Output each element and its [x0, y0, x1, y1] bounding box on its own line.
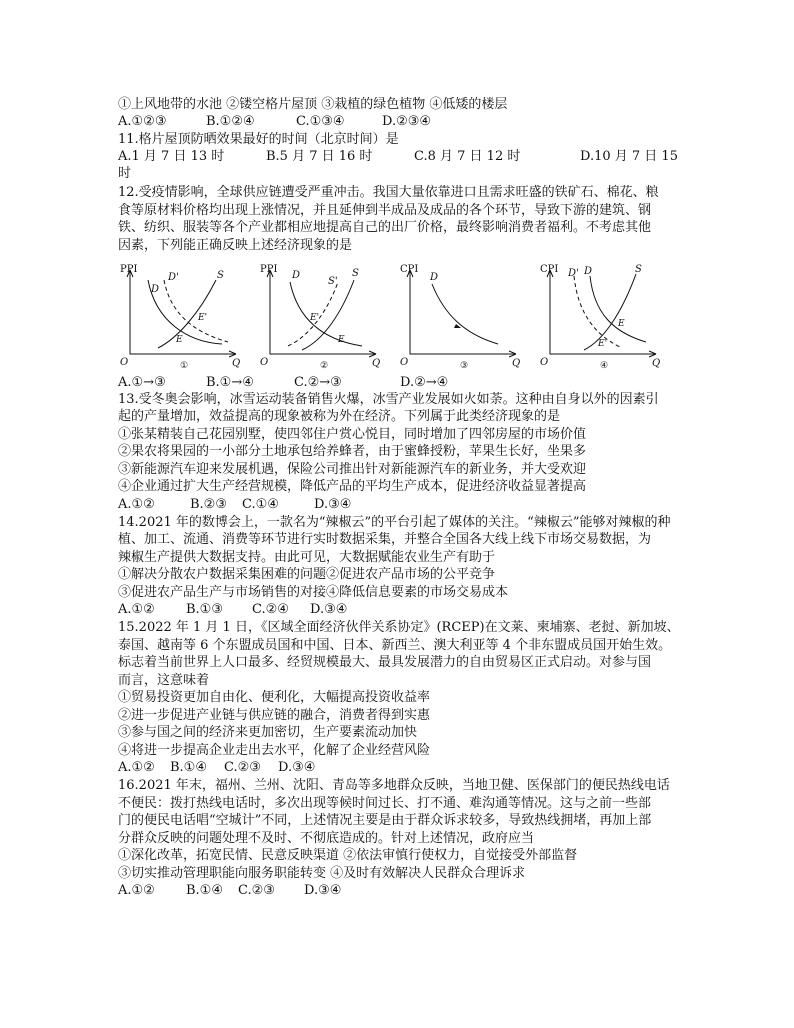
graph-2-curve-s: S — [352, 268, 359, 279]
q13-line-2: 起的产量增加，效益提高的现象被称为外在经济。下列属于此类经济现象的是 — [118, 409, 561, 424]
graph-2-xlabel: Q — [372, 358, 381, 369]
q15-item-2: ②进一步促进产业链与供应链的融合，消费者得到实惠 — [118, 708, 431, 723]
graph-1-ylabel: PPI — [120, 264, 138, 275]
axes — [410, 270, 516, 354]
graph-3-xlabel: Q — [512, 358, 521, 369]
q15-option-b[interactable]: B.①④ — [170, 760, 207, 775]
q14-option-b[interactable]: B.①③ — [186, 602, 223, 617]
q12-line-1: 12.受疫情影响，全球供应链遭受严重冲击。我国大量依靠进口且需求旺盛的铁矿石、棉花、粮 — [118, 185, 659, 200]
q11-option-b[interactable]: B.5 月 7 日 16 时 — [266, 149, 373, 164]
q10-option-d[interactable]: D.②③④ — [382, 114, 432, 129]
q13-line-1: 13.受冬奥会影响，冰雪运动装备销售火爆，冰雪产业发展如火如荼。这种由自身以外的因素引 — [118, 392, 659, 407]
q12-graph-1 — [118, 262, 240, 372]
demand-curve-d-prime — [574, 276, 622, 348]
q14-option-a[interactable]: A.①② — [118, 602, 155, 617]
q16-item-3-4: ③切实推动管理职能向服务职能转变 ④及时有效解决人民群众合理诉求 — [118, 866, 526, 881]
graph-3-curve-d: D — [430, 272, 439, 283]
q13-item-2: ②果农将果园的一小部分土地承包给养蜂者，由于蜜蜂授粉，苹果生长好，坐果多 — [118, 444, 587, 459]
graph-4-origin: O — [540, 357, 549, 368]
graph-4-point-e: E — [618, 319, 625, 329]
graph-2-point-e-prime: E' — [310, 313, 320, 323]
graph-1-origin: O — [120, 357, 129, 368]
demand-curve-d — [290, 282, 362, 346]
q16-option-d[interactable]: D.③④ — [304, 883, 342, 898]
graph-1-xlabel: Q — [232, 358, 241, 369]
q16-line-4: 分群众反映的问题处理不及时、不彻底造成的。针对上述情况，政府应当 — [118, 831, 535, 846]
graph-4-point-e-prime: E' — [598, 339, 608, 349]
q14-line-2: 植、加工、流通、消费等环节进行实时数据采集，并整合全国各大线上线下市场交易数据，为 — [118, 532, 652, 547]
q16-line-2: 不便民：拨打热线电话时，多次出现等候时间过长、打不通、难沟通等情况。这与之前一些部 — [118, 796, 652, 811]
q15-line-2: 泰国、越南等 6 个东盟成员国和中国、日本、新西兰、澳大利亚等 4 个非东盟成员国开始生效。 — [118, 638, 672, 653]
graph-4-xlabel: Q — [652, 358, 661, 369]
graph-4-curve-d: D — [584, 266, 593, 277]
q15-line-1: 15.2022 年 1 月 1 日，《区域全面经济伙伴关系协定》(RCEP)在文莱、柬埔寨、老挝、新加坡、 — [118, 620, 680, 635]
graph-4-ylabel: CPI — [540, 264, 559, 275]
q15-item-1: ①贸易投资更加自由化、便利化，大幅提高投资收益率 — [118, 690, 431, 705]
q13-option-d[interactable]: D.③④ — [314, 497, 352, 512]
q14-option-d[interactable]: D.③④ — [310, 602, 348, 617]
q12-graph-3 — [398, 262, 520, 372]
graph-2-origin: O — [260, 357, 269, 368]
axes — [130, 270, 236, 354]
q13-option-a[interactable]: A.①② — [118, 497, 155, 512]
q10-items: ①上风地带的水池 ②镂空格片屋顶 ③栽植的绿色植物 ④低矮的楼层 — [118, 97, 508, 112]
graph-1-curve-d-prime: D' — [168, 272, 179, 283]
demand-curve-d-prime — [164, 280, 228, 342]
q10-option-a[interactable]: A.①②③ — [118, 114, 167, 129]
q12-graph-4 — [538, 262, 660, 372]
curve-d — [432, 284, 498, 344]
graph-3-origin: O — [400, 357, 409, 368]
q13-item-1: ①张某精装自己花园别墅，使四邻住户赏心悦目，同时增加了四邻房屋的市场价值 — [118, 427, 587, 442]
q16-item-1-2: ①深化改革，拓宽民情、民意反映渠道 ②依法审慎行使权力，自觉接受外部监督 — [118, 848, 578, 863]
graph-4-curve-s: S — [635, 264, 642, 275]
q14-line-1: 14.2021 年的数博会上，一款名为“辣椒云”的平台引起了媒体的关注。“辣椒云”能够对辣椒的种 — [118, 515, 671, 530]
q13-item-3: ③新能源汽车迎来发展机遇，保险公司推出针对新能源汽车的新业务，并大受欢迎 — [118, 462, 587, 477]
graph-2-curve-d: D — [292, 270, 301, 281]
q11-stem: 11.格片屋顶防晒效果最好的时间（北京时间）是 — [118, 132, 399, 147]
q16-option-b[interactable]: B.①④ — [186, 883, 223, 898]
q12-option-b[interactable]: B.①→④ — [206, 375, 254, 390]
graph-1-point-e: E — [176, 335, 183, 345]
q11-option-d[interactable]: D.10 月 7 日 15 — [580, 149, 678, 164]
q15-line-3: 标志着当前世界上人口最多、经贸规模最大、最具发展潜力的自由贸易区正式启动。对参与国 — [118, 655, 652, 670]
graph-2-curve-s-prime: S' — [328, 276, 338, 287]
q13-item-4: ④企业通过扩大生产经营规模，降低产品的平均生产成本，促进经济收益显著提高 — [118, 479, 587, 494]
q15-item-3: ③参与国之间的经济来更加密切，生产要素流动加快 — [118, 725, 418, 740]
q15-option-d[interactable]: D.③④ — [278, 760, 316, 775]
graph-2-point-e: E — [338, 335, 345, 345]
q15-option-a[interactable]: A.①② — [118, 760, 155, 775]
graph-4-curve-d-prime: D' — [568, 268, 579, 279]
q10-option-b[interactable]: B.①②④ — [206, 114, 255, 129]
q14-option-c[interactable]: C.②④ — [252, 602, 289, 617]
demand-curve-d — [590, 276, 646, 342]
graph-3-ylabel: CPI — [400, 264, 419, 275]
q12-graph-2 — [258, 262, 380, 372]
q13-option-c[interactable]: C.①④ — [242, 497, 279, 512]
q15-item-4: ④将进一步提高企业走出去水平，化解了企业经营风险 — [118, 743, 431, 758]
q11-option-d-wrap: 时 — [118, 166, 132, 181]
q14-item-3-4: ③促进农产品生产与市场销售的对接④降低信息要素的市场交易成本 — [118, 585, 509, 600]
q12-option-a[interactable]: A.①→③ — [118, 375, 166, 390]
q16-line-3: 门的便民电话唱“空城计”不同，上述情况主要是由于群众诉求较多，导致热线拥堵，再加上部 — [118, 813, 652, 828]
q15-option-c[interactable]: C.②③ — [224, 760, 261, 775]
graph-2-number: ② — [320, 361, 329, 371]
q10-option-c[interactable]: C.①③④ — [296, 114, 345, 129]
graph-3-number: ③ — [460, 361, 469, 371]
graph-1-curve-s: S — [217, 270, 224, 281]
graph-1-curve-d: D — [151, 284, 160, 295]
graph-2-ylabel: PPI — [260, 264, 278, 275]
q12-line-3: 铁、纺织、服装等各个产业都相应地提高自己的出厂价格，最终影响消费者福利。不考虑其他 — [118, 220, 652, 235]
q12-option-d[interactable]: D.②→④ — [400, 375, 449, 390]
q12-line-2: 食等原材料价格均出现上涨情况，并且延伸到半成品及成品的各个环节，导致下游的建筑、钢 — [118, 203, 652, 218]
q15-line-4: 而言，这意味着 — [118, 673, 210, 688]
q16-option-a[interactable]: A.①② — [118, 883, 155, 898]
q12-option-c[interactable]: C.②→③ — [294, 375, 342, 390]
graph-1-number: ① — [180, 361, 189, 371]
graph-4-number: ④ — [600, 361, 609, 371]
q13-option-b[interactable]: B.②③ — [190, 497, 227, 512]
q12-line-4: 因素，下列能正确反映上述经济现象的是 — [118, 238, 353, 253]
q14-line-3: 辣椒生产提供大数据支持。由此可见，大数据赋能农业生产有助于 — [118, 550, 496, 565]
q11-option-a[interactable]: A.1 月 7 日 13 时 — [118, 149, 225, 164]
graph-1-point-e-prime: E' — [198, 313, 208, 323]
q11-option-c[interactable]: C.8 月 7 日 12 时 — [414, 149, 521, 164]
q14-item-1-2: ①解决分散农户数据采集困难的问题②促进农产品市场的公平竞争 — [118, 567, 496, 582]
q16-option-c[interactable]: C.②③ — [238, 883, 275, 898]
q16-line-1: 16.2021 年末，福州、兰州、沈阳、青岛等多地群众反映，当地卫健、医保部门的便民热线电话 — [118, 778, 670, 793]
